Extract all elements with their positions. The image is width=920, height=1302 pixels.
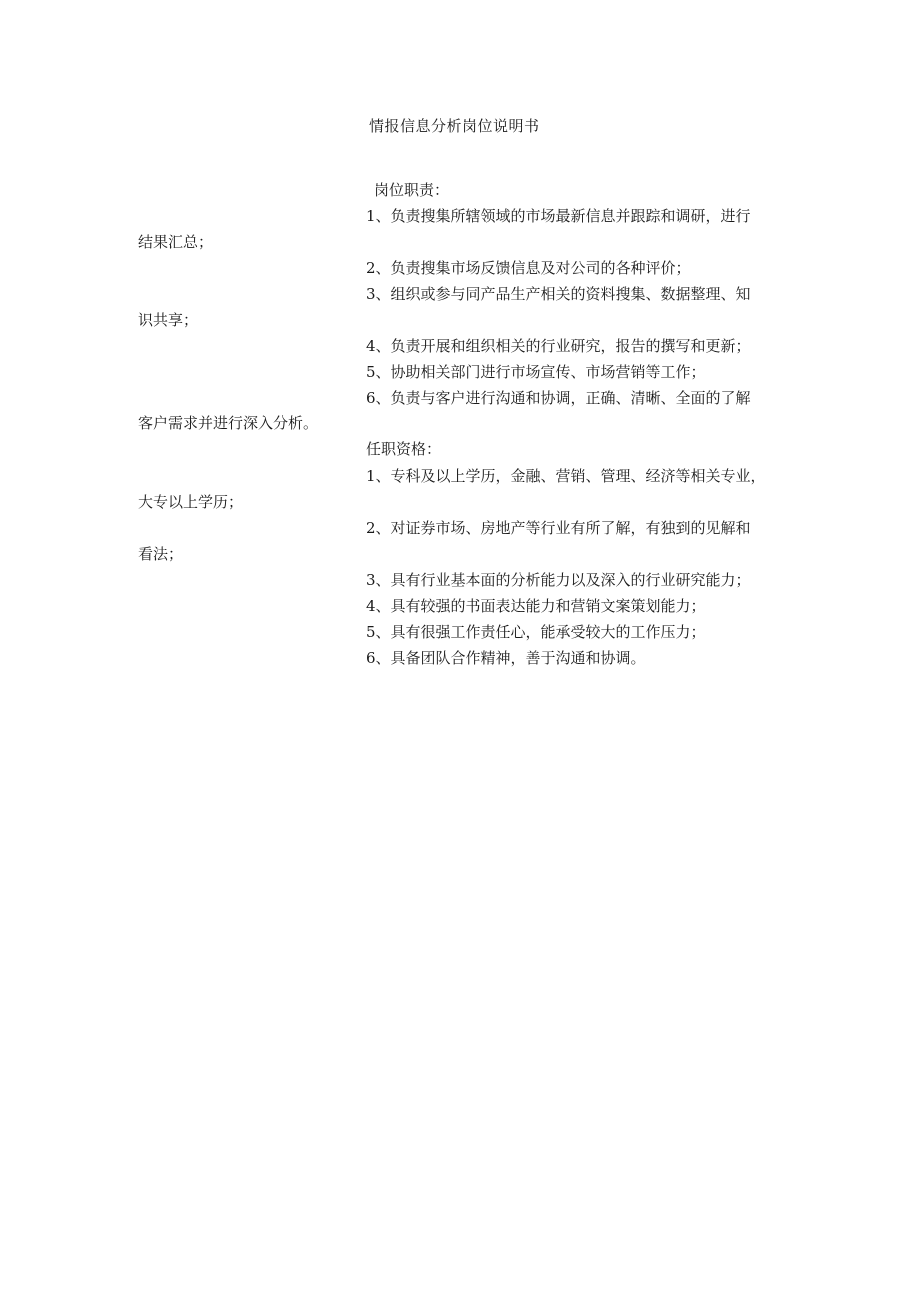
qualification-4-line: 4、具有较强的书面表达能力和营销文案策划能力； bbox=[366, 597, 706, 615]
duty-1-line: 1、负责搜集所辖领域的市场最新信息并跟踪和调研，进行 bbox=[366, 207, 751, 225]
qualification-1-line: 1、专科及以上学历，金融、营销、管理、经济等相关专业， bbox=[366, 467, 766, 485]
duty-5-line: 5、协助相关部门进行市场宣传、市场营销等工作； bbox=[366, 363, 706, 381]
duties-heading: 岗位职责： bbox=[374, 181, 450, 199]
duty-6-line: 6、负责与客户进行沟通和协调，正确、清晰、全面的了解 bbox=[366, 389, 751, 407]
duty-2-line: 2、负责搜集市场反馈信息及对公司的各种评价； bbox=[366, 259, 691, 277]
qualification-2-continuation: 看法； bbox=[138, 545, 184, 563]
qualification-3-line: 3、具有行业基本面的分析能力以及深入的行业研究能力； bbox=[366, 571, 751, 589]
qualifications-heading: 任职资格： bbox=[366, 440, 442, 458]
qualification-5-line: 5、具有很强工作责任心，能承受较大的工作压力； bbox=[366, 623, 706, 641]
duty-1-continuation: 结果汇总； bbox=[138, 233, 214, 251]
duty-3-line: 3、组织或参与同产品生产相关的资料搜集、数据整理、知 bbox=[366, 285, 751, 303]
qualification-2-line: 2、对证券市场、房地产等行业有所了解，有独到的见解和 bbox=[366, 519, 751, 537]
qualification-6-line: 6、具备团队合作精神，善于沟通和协调。 bbox=[366, 649, 646, 667]
duty-3-continuation: 识共享； bbox=[138, 311, 199, 329]
document-title: 情报信息分析岗位说明书 bbox=[369, 117, 540, 135]
qualification-1-continuation: 大专以上学历； bbox=[138, 493, 244, 511]
duty-6-continuation: 客户需求并进行深入分析。 bbox=[138, 414, 319, 432]
duty-4-line: 4、负责开展和组织相关的行业研究，报告的撰写和更新； bbox=[366, 337, 751, 355]
